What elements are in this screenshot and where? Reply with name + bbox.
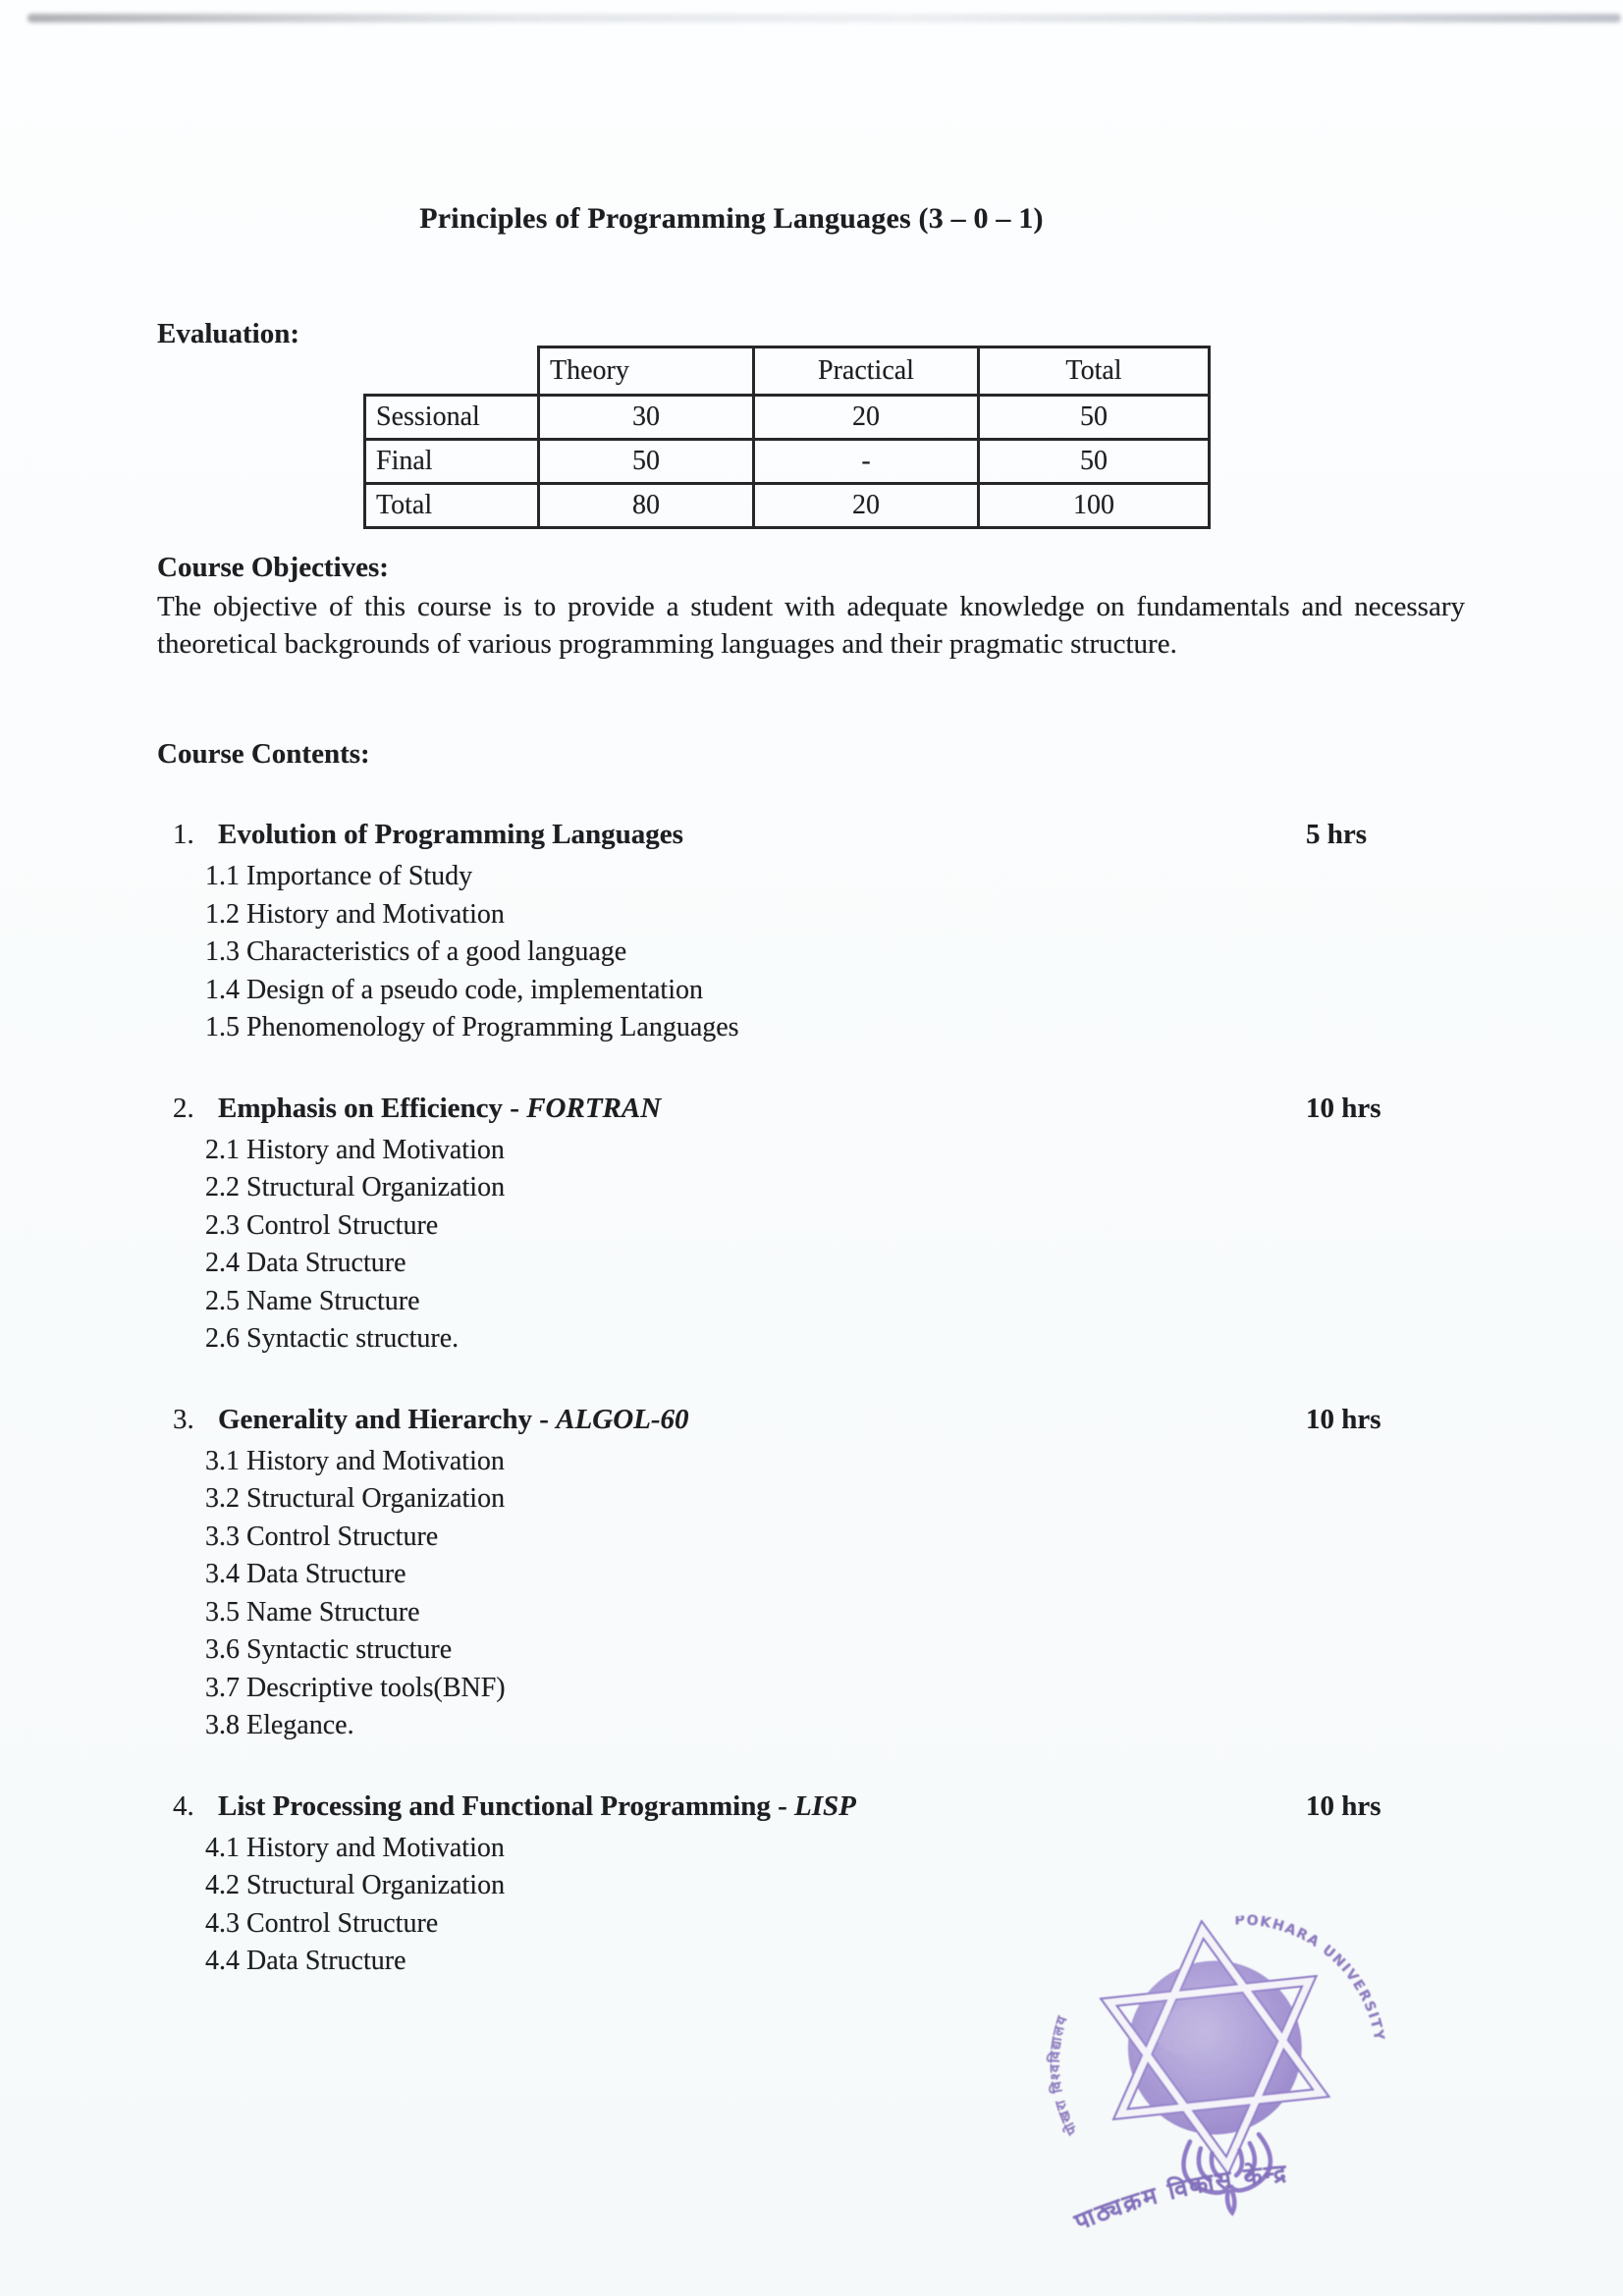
syllabus-item: 3.7 Descriptive tools(BNF) (205, 1672, 506, 1703)
syllabus-item: 2.4 Data Structure (205, 1248, 406, 1278)
section-hours: 10 hrs (1306, 1403, 1381, 1435)
section-hours: 10 hrs (1306, 1789, 1381, 1822)
cell-practical: 20 (754, 396, 979, 440)
scan-edge-artifact (27, 14, 1621, 23)
syllabus-item: 3.1 History and Motivation (205, 1445, 505, 1476)
syllabus-item: 4.2 Structural Organization (205, 1870, 506, 1900)
syllabus-item: 4.4 Data Structure (205, 1946, 406, 1976)
section-language: LISP (794, 1789, 856, 1822)
syllabus-item: 1.5 Phenomenology of Programming Languages (205, 1012, 739, 1042)
syllabus-item: 3.2 Structural Organization (205, 1483, 506, 1514)
syllabus-item: 3.5 Name Structure (205, 1596, 420, 1628)
section-language: FORTRAN (526, 1092, 662, 1124)
course-objectives-text: The objective of this course is to provide a student with adequate knowledge on fundamentals and necessary theoretical backgrounds of various programming languages and their pragmatic structure. (157, 591, 1465, 660)
section-number: 4. (173, 1789, 194, 1822)
table-header-practical: Practical (754, 347, 979, 396)
course-section-3 (173, 1398, 1466, 1745)
syllabus-item: 3.6 Syntactic structure (205, 1634, 453, 1665)
section-title: Emphasis on Efficiency - (218, 1092, 527, 1124)
stamp-arc-right-label: POKHARA UNIVERSITY (1234, 1912, 1387, 2044)
section-title: Evolution of Programming Languages (218, 819, 683, 850)
syllabus-item: 3.8 Elegance. (205, 1710, 354, 1740)
section-heading-row (173, 813, 1466, 858)
syllabus-item: 1.1 Importance of Study (205, 861, 473, 891)
stamp-arc-text-left (1041, 2011, 1084, 2139)
syllabus-item: 3.4 Data Structure (205, 1559, 406, 1589)
page-title: Principles of Programming Languages (3 – 0 – 1) (419, 202, 1044, 235)
course-objectives-heading: Course Objectives: (157, 552, 389, 583)
course-section-1 (173, 813, 1466, 1047)
course-contents-list (173, 813, 1466, 2020)
section-heading-row (173, 1398, 1466, 1443)
stamp-bottom-label: पाठ्यक्रम विकास केन्द्र (1070, 2159, 1289, 2236)
syllabus-item: 1.2 History and Motivation (205, 898, 505, 930)
evaluation-table (363, 346, 1211, 529)
table-header-row (365, 347, 1210, 396)
syllabus-item: 4.1 History and Motivation (205, 1832, 505, 1863)
cell-theory: 30 (539, 396, 754, 440)
syllabus-item: 2.1 History and Motivation (205, 1134, 505, 1165)
section-title: Generality and Hierarchy - (218, 1403, 557, 1435)
cell-total: 50 (979, 396, 1210, 440)
cell-practical: 20 (754, 484, 979, 528)
stamp-arc-left-label: पोखरा विश्वविद्यालय (1047, 2012, 1081, 2138)
syllabus-item: 2.5 Name Structure (205, 1285, 420, 1316)
section-number: 2. (173, 1092, 194, 1124)
row-label: Sessional (365, 396, 539, 440)
syllabus-item: 3.3 Control Structure (205, 1521, 439, 1552)
section-title: List Processing and Functional Programming - (218, 1789, 794, 1822)
cell-theory: 50 (539, 440, 754, 484)
syllabus-item: 2.6 Syntactic structure. (205, 1323, 460, 1354)
stamp-bottom-text (1066, 2158, 1292, 2237)
section-items (205, 1132, 1466, 1359)
section-language: ALGOL-60 (556, 1403, 689, 1435)
table-row-sessional (365, 396, 1210, 440)
university-ink-stamp (1020, 1900, 1418, 2263)
syllabus-item: 1.4 Design of a pseudo code, implementation (205, 974, 703, 1005)
syllabus-item: 4.3 Control Structure (205, 1907, 439, 1939)
evaluation-heading: Evaluation: (157, 318, 300, 349)
section-heading-row (173, 1087, 1466, 1132)
cell-practical: - (754, 440, 979, 484)
section-items (205, 1443, 1466, 1745)
row-label: Final (365, 440, 539, 484)
section-hours: 10 hrs (1306, 1092, 1381, 1124)
row-label: Total (365, 484, 539, 528)
section-hours: 5 hrs (1306, 819, 1368, 850)
cell-total: 50 (979, 440, 1210, 484)
section-items (205, 858, 1466, 1047)
section-heading-row (173, 1785, 1466, 1830)
table-header-theory: Theory (539, 347, 754, 396)
table-row-total (365, 484, 1210, 528)
section-number: 3. (173, 1403, 194, 1435)
course-contents-heading: Course Contents: (157, 738, 370, 770)
syllabus-item: 2.3 Control Structure (205, 1209, 439, 1241)
section-number: 1. (173, 819, 194, 850)
table-header-total: Total (979, 347, 1210, 396)
table-corner-cell (365, 347, 539, 396)
syllabus-item: 1.3 Characteristics of a good language (205, 936, 627, 967)
syllabus-item: 2.2 Structural Organization (205, 1172, 506, 1202)
cell-total: 100 (979, 484, 1210, 528)
table-row-final (365, 440, 1210, 484)
course-section-2 (173, 1087, 1466, 1359)
cell-theory: 80 (539, 484, 754, 528)
course-objectives-block (157, 552, 1465, 663)
